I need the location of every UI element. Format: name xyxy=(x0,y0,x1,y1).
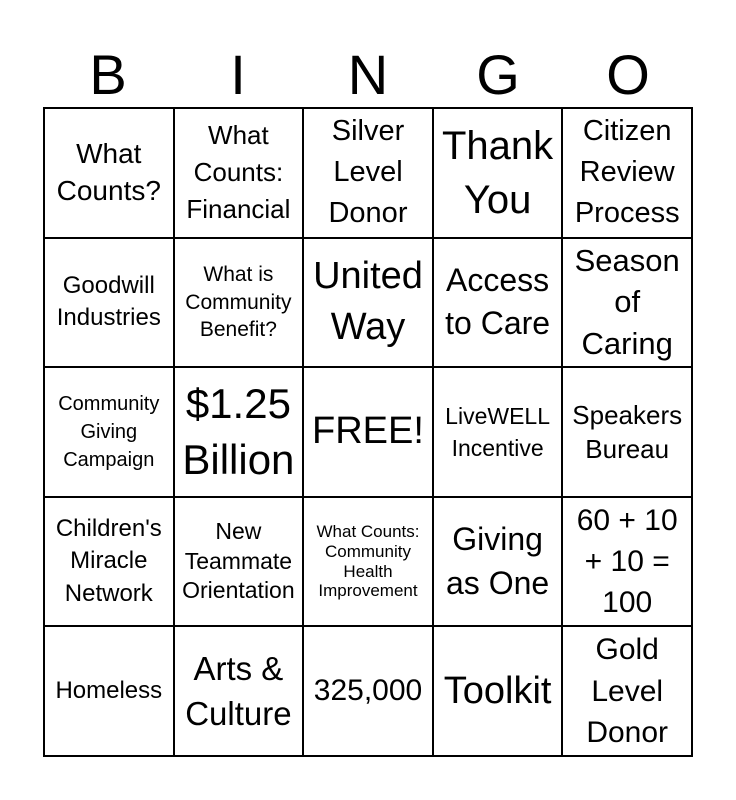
cell-text: Season of Caring xyxy=(574,242,680,362)
bingo-cell-5-3[interactable] xyxy=(304,627,434,757)
cell-text: What Counts: Financial xyxy=(186,120,291,225)
bingo-cell-3-2[interactable] xyxy=(175,368,305,498)
header-letter-i: I xyxy=(230,43,246,106)
bingo-cell-5-4[interactable] xyxy=(434,627,564,757)
header-letter-o: O xyxy=(606,43,650,106)
bingo-cell-3-1[interactable] xyxy=(45,368,175,498)
cell-text: Gold Level Donor xyxy=(586,633,669,749)
bingo-cell-4-2[interactable] xyxy=(175,498,305,628)
bingo-cell-1-3[interactable] xyxy=(304,109,434,239)
cell-text: Homeless xyxy=(55,677,163,704)
header-letter-g: G xyxy=(476,43,520,106)
bingo-grid xyxy=(43,107,693,757)
bingo-cell-4-3[interactable] xyxy=(304,498,434,628)
bingo-cell-3-3[interactable] xyxy=(304,368,434,498)
cell-text: Speakers Bureau xyxy=(572,399,683,464)
cell-text: Goodwill Industries xyxy=(56,272,161,332)
cell-text: Citizen Review Process xyxy=(574,115,680,230)
bingo-cell-2-3[interactable] xyxy=(304,239,434,369)
cell-text: 325,000 xyxy=(313,673,423,707)
bingo-cell-2-1[interactable] xyxy=(45,239,175,369)
cell-text: What Counts: Community Health Improvement xyxy=(316,521,420,601)
cell-text: New Teammate Orientation xyxy=(182,518,295,604)
cell-text: 60 + 10 + 10 = 100 xyxy=(576,503,678,620)
cell-text: Arts & Culture xyxy=(185,649,292,733)
bingo-cell-1-2[interactable] xyxy=(175,109,305,239)
cell-text: FREE! xyxy=(312,410,424,453)
cell-text: Toolkit xyxy=(443,669,552,712)
cell-text: United Way xyxy=(313,255,423,349)
cell-text: Children's Miracle Network xyxy=(55,515,162,607)
bingo-cell-5-5[interactable] xyxy=(563,627,693,757)
bingo-cell-5-2[interactable] xyxy=(175,627,305,757)
cell-text: What is Community Benefit? xyxy=(185,263,292,342)
bingo-cell-5-1[interactable] xyxy=(45,627,175,757)
bingo-cell-1-4[interactable] xyxy=(434,109,564,239)
bingo-cell-3-4[interactable] xyxy=(434,368,564,498)
bingo-cell-2-5[interactable] xyxy=(563,239,693,369)
cell-text: What Counts? xyxy=(56,138,161,206)
bingo-header xyxy=(43,44,693,106)
cell-text: Thank You xyxy=(442,123,554,222)
bingo-cell-1-1[interactable] xyxy=(45,109,175,239)
bingo-cell-4-4[interactable] xyxy=(434,498,564,628)
bingo-cell-4-1[interactable] xyxy=(45,498,175,628)
bingo-cell-2-4[interactable] xyxy=(434,239,564,369)
cell-text: Giving as One xyxy=(446,521,550,601)
bingo-cell-4-5[interactable] xyxy=(563,498,693,628)
cell-text: Community Giving Campaign xyxy=(58,392,160,471)
cell-text: Silver Level Donor xyxy=(328,115,408,230)
header-letter-b: B xyxy=(89,43,127,106)
cell-text: $1.25 Billion xyxy=(182,380,295,483)
bingo-cell-3-5[interactable] xyxy=(563,368,693,498)
bingo-cell-1-5[interactable] xyxy=(563,109,693,239)
header-letter-n: N xyxy=(347,43,389,106)
bingo-cell-2-2[interactable] xyxy=(175,239,305,369)
cell-text: Access to Care xyxy=(445,262,551,342)
cell-text: LiveWELL Incentive xyxy=(445,402,550,461)
